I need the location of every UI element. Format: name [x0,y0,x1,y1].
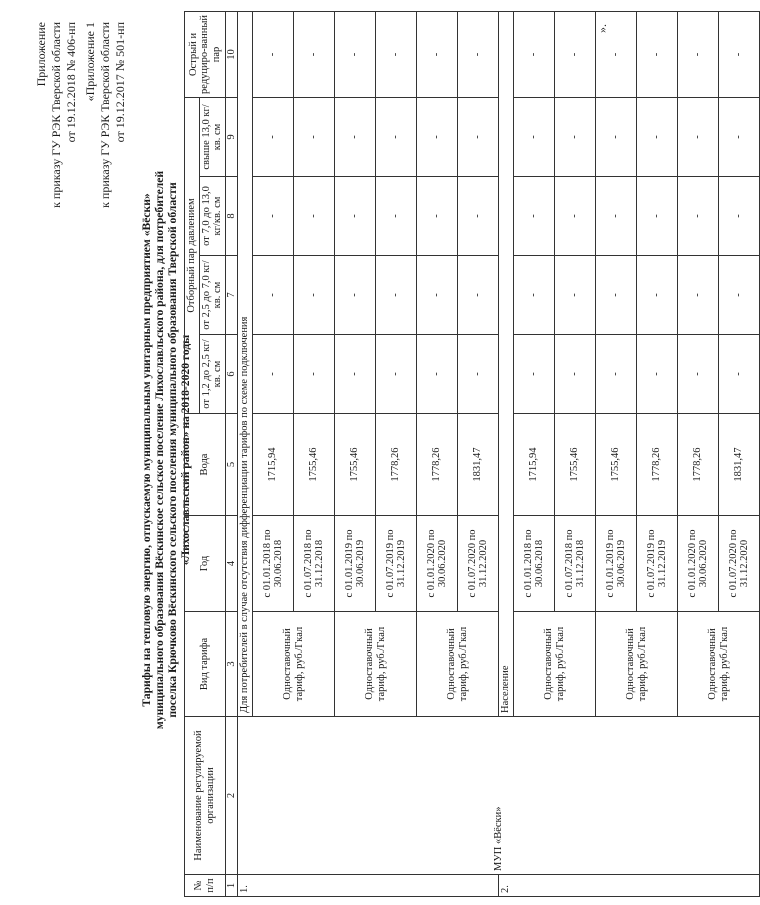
value-cell: - [376,177,417,256]
value-cell: - [253,335,294,414]
header-num: № п/п [185,875,226,897]
stamp-line: от 19.12.2017 № 501-нп [113,22,127,143]
period-cell: с 01.07.2019 по 31.12.2019 [637,516,678,612]
value-cell: - [555,335,596,414]
value-cell: - [678,11,719,97]
value-cell: - [335,11,376,97]
stamp-line: к приказу ГУ РЭК Тверской области [98,22,112,208]
value-cell: - [417,11,458,97]
value-cell: - [637,335,678,414]
section-row [238,11,253,896]
column-number: 3 [225,612,238,717]
period-cell: с 01.01.2018 по 30.06.2018 [514,516,555,612]
value-cell: - [253,177,294,256]
value-cell: - [458,256,499,335]
stamp-line: от 19.12.2018 № 406-нп [64,22,78,143]
column-number: 10 [225,11,238,97]
column-number: 2 [225,717,238,875]
value-cell: - [719,177,760,256]
document-title: Тарифы на тепловую энергию, отпускаемую муниципальным унитарным предприятием «Вёски» муниципального образования Вёскинское сельское поселение Лихославльского района, для потребителей поселка Крючково Вёскинского сельского поселения муниципального образования Тверской области «Лихославльский район» на 2018-2020 годы [140,170,192,730]
water-value: 1831,47 [719,414,760,516]
header-pressure-1: от 1,2 до 2,5 кг/кв. см [199,335,225,414]
water-value: 1778,26 [637,414,678,516]
value-cell: - [294,335,335,414]
header-pressure-2: от 2,5 до 7,0 кг/кв. см [199,256,225,335]
value-cell: - [376,97,417,176]
value-cell: - [596,177,637,256]
header-steam: Отборный пар давлением [185,97,200,413]
stamp-line: «Приложение 1 [83,22,97,102]
period-cell: с 01.07.2018 по 31.12.2018 [294,516,335,612]
header-organization: Наименование регулируемой организации [185,717,226,875]
value-cell: - [596,97,637,176]
column-number: 8 [225,177,238,256]
stamp-line: к приказу ГУ РЭК Тверской области [49,22,63,208]
approval-stamp [34,22,79,322]
value-cell: - [417,335,458,414]
value-cell: - [335,256,376,335]
value-cell: - [555,11,596,97]
section-label: Для потребителей в случае отсутствия дифференциации тарифов по схеме подключения [238,11,253,716]
column-number: 9 [225,97,238,176]
value-cell: - [294,97,335,176]
value-cell: - [678,256,719,335]
period-cell: с 01.07.2018 по 31.12.2018 [555,516,596,612]
header-pressure-3: от 7,0 до 13,0 кг/кв. см [199,177,225,256]
value-cell: - [514,335,555,414]
value-cell: - [458,11,499,97]
value-cell: - [294,256,335,335]
value-cell: - [719,256,760,335]
section-number: 2. [499,875,760,897]
value-cell: - [596,335,637,414]
tariff-table [184,11,760,897]
value-cell: - [555,177,596,256]
water-value: 1755,46 [294,414,335,516]
column-number: 6 [225,335,238,414]
header-tariff-type: Вид тарифа [185,612,226,717]
tariff-type-cell: Одноставочный тариф, руб./Гкал [253,612,335,717]
water-value: 1755,46 [555,414,596,516]
value-cell: - [253,11,294,97]
water-value: 1715,94 [514,414,555,516]
column-number: 7 [225,256,238,335]
water-value: 1778,26 [417,414,458,516]
column-number: 1 [225,875,238,897]
value-cell: - [637,97,678,176]
value-cell: - [514,97,555,176]
value-cell: - [514,256,555,335]
organization-name: МУП «Вёски» [238,717,760,875]
value-cell: - [458,97,499,176]
water-value: 1778,26 [376,414,417,516]
value-cell: - [335,335,376,414]
value-cell: - [417,256,458,335]
value-cell: - [376,11,417,97]
period-cell: с 01.07.2020 по 31.12.2020 [719,516,760,612]
value-cell: - [376,335,417,414]
tariff-type-cell: Одноставочный тариф, руб./Гкал [417,612,499,717]
column-number: 4 [225,516,238,612]
value-cell: - [294,11,335,97]
value-cell: - [376,256,417,335]
water-value: 1755,46 [596,414,637,516]
period-cell: с 01.01.2019 по 30.06.2019 [335,516,376,612]
value-cell: - [596,256,637,335]
period-cell: с 01.07.2019 по 31.12.2019 [376,516,417,612]
water-value: 1778,26 [678,414,719,516]
closing-quote-mark: ». [595,24,609,33]
tariff-type-cell: Одноставочный тариф, руб./Гкал [335,612,417,717]
tariff-type-cell: Одноставочный тариф, руб./Гкал [678,612,760,717]
value-cell: - [514,11,555,97]
value-cell: - [637,177,678,256]
value-cell: - [678,335,719,414]
column-number-row [225,11,238,896]
stamp-line: Приложение [34,22,48,87]
value-cell: - [458,335,499,414]
period-cell: с 01.01.2020 по 30.06.2020 [678,516,719,612]
value-cell: - [678,97,719,176]
tariff-type-cell: Одноставочный тариф, руб./Гкал [514,612,596,717]
value-cell: - [719,11,760,97]
column-number: 5 [225,414,238,516]
value-cell: - [335,177,376,256]
value-cell: - [458,177,499,256]
value-cell: - [637,256,678,335]
header-year: Год [185,516,226,612]
amended-appendix-stamp [83,22,128,322]
water-value: 1831,47 [458,414,499,516]
value-cell: - [719,97,760,176]
value-cell: - [678,177,719,256]
section-label: Население [499,11,514,716]
period-cell: с 01.07.2020 по 31.12.2020 [458,516,499,612]
period-cell: с 01.01.2019 по 30.06.2019 [596,516,637,612]
tariff-type-cell: Одноставочный тариф, руб./Гкал [596,612,678,717]
value-cell: - [417,97,458,176]
value-cell: - [555,256,596,335]
value-cell: - [719,335,760,414]
value-cell: - [514,177,555,256]
period-cell: с 01.01.2018 по 30.06.2018 [253,516,294,612]
header-sharp-steam: Острый и редуциро-ванный пар [185,11,226,97]
water-value: 1715,94 [253,414,294,516]
water-value: 1755,46 [335,414,376,516]
header-water: Вода [185,414,226,516]
value-cell: - [637,11,678,97]
value-cell: - [253,256,294,335]
header-pressure-4: свыше 13,0 кг/кв. см [199,97,225,176]
value-cell: - [294,177,335,256]
value-cell: - [555,97,596,176]
value-cell: - [417,177,458,256]
section-number: 1. [238,875,499,897]
value-cell: - [335,97,376,176]
period-cell: с 01.01.2020 по 30.06.2020 [417,516,458,612]
value-cell: - [253,97,294,176]
value-cell: - [596,11,637,97]
